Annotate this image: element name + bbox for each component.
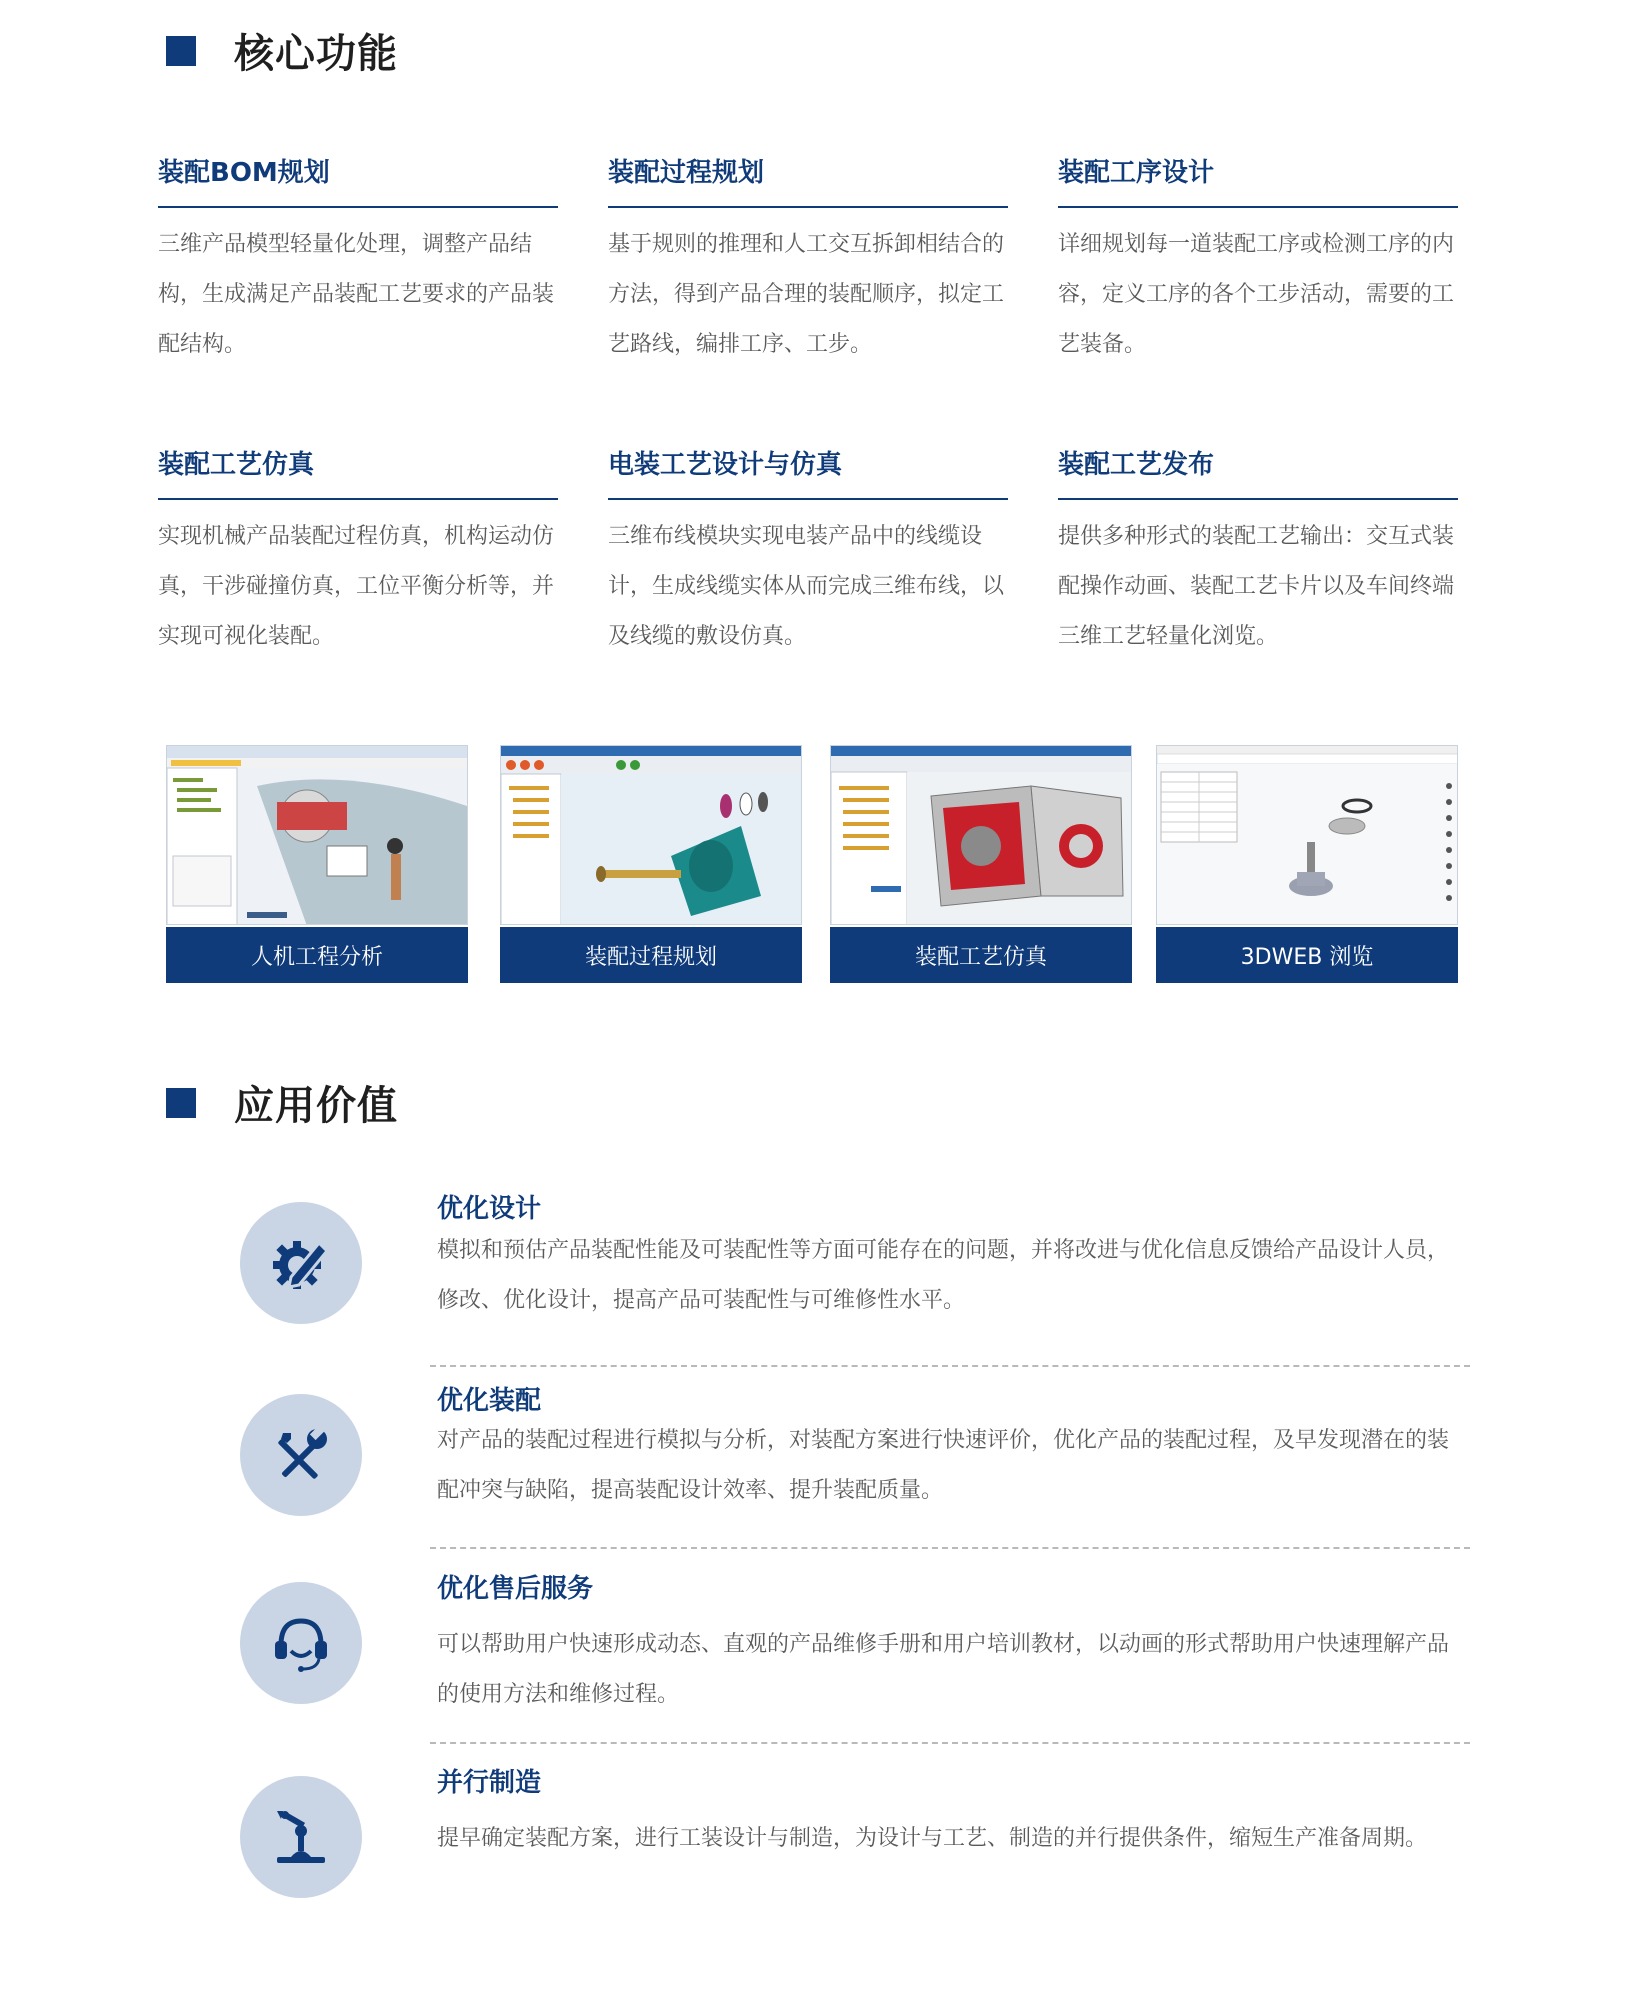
screenshot-card[interactable] [830,745,1132,983]
gear-pencil-icon [240,1202,362,1324]
feature-body: 详细规划每一道装配工序或检测工序的内容，定义工序的各个工步活动，需要的工艺装备。 [1058,232,1455,357]
value-item [240,1762,1480,1922]
feature-underline [158,206,558,208]
value-body: 可以帮助用户快速形成动态、直观的产品维修手册和用户培训教材，以动画的形式帮助用户快速理解产品的使用方法和维修过程。 [437,1632,1450,1707]
value-section-title: 应用价值 [234,1083,398,1129]
core-section-title: 核心功能 [234,31,398,77]
heading-square-marker [166,36,196,66]
value-section-heading [166,1074,398,1131]
screenshot-caption: 3DWEB 浏览 [1156,927,1458,983]
feature-title: 装配工艺仿真 [158,450,315,480]
screenshot-caption: 装配过程规划 [500,927,802,983]
robot-arm-icon [240,1776,362,1898]
screenshot-card[interactable] [166,745,468,983]
feature-title: 电装工艺设计与仿真 [608,450,843,480]
feature-underline [158,498,558,500]
value-body: 模拟和预估产品装配性能及可装配性等方面可能存在的问题，并将改进与优化信息反馈给产品设计人员，修改、优化设计，提高产品可装配性与可维修性水平。 [437,1238,1450,1313]
feature-title: 装配工艺发布 [1058,450,1215,480]
value-title: 优化售后服务 [437,1574,594,1604]
feature-card [1058,154,1458,370]
feature-underline [1058,206,1458,208]
feature-body: 三维产品模型轻量化处理，调整产品结构，生成满足产品装配工艺要求的产品装配结构。 [158,232,555,357]
value-item [240,1188,1480,1338]
value-item [240,1568,1480,1718]
feature-card [608,446,1008,662]
wrench-screwdriver-icon [240,1394,362,1516]
web3d-screenshot-image [1156,745,1458,925]
headset-icon [240,1582,362,1704]
dashed-divider [430,1742,1470,1744]
assembly-simulation-screenshot-image [830,745,1132,925]
feature-title: 装配BOM规划 [158,158,330,188]
feature-title: 装配工序设计 [1058,158,1215,188]
dashed-divider [430,1365,1470,1367]
value-item [240,1380,1480,1530]
feature-body: 基于规则的推理和人工交互拆卸相结合的方法，得到产品合理的装配顺序，拟定工艺路线，编排工序、工步。 [608,232,1005,357]
core-section-heading [166,22,398,79]
feature-body: 提供多种形式的装配工艺输出：交互式装配操作动画、装配工艺卡片以及车间终端三维工艺轻量化浏览。 [1058,524,1455,649]
feature-card [158,154,558,370]
assembly-planning-screenshot-image [500,745,802,925]
heading-square-marker [166,1088,196,1118]
feature-card [1058,446,1458,662]
dashed-divider [430,1547,1470,1549]
value-title: 优化装配 [437,1386,542,1416]
feature-underline [608,206,1008,208]
screenshot-card[interactable] [1156,745,1458,983]
feature-card [158,446,558,662]
value-title: 优化设计 [437,1194,542,1224]
feature-title: 装配过程规划 [608,158,765,188]
ergonomics-screenshot-image [166,745,468,925]
screenshot-caption: 装配工艺仿真 [830,927,1132,983]
feature-body: 三维布线模块实现电装产品中的线缆设计，生成线缆实体从而完成三维布线，以及线缆的敷设仿真。 [608,524,1005,649]
feature-underline [1058,498,1458,500]
feature-body: 实现机械产品装配过程仿真，机构运动仿真，干涉碰撞仿真，工位平衡分析等，并实现可视化装配。 [158,524,555,649]
value-title: 并行制造 [437,1768,542,1798]
screenshot-caption: 人机工程分析 [166,927,468,983]
value-body: 对产品的装配过程进行模拟与分析，对装配方案进行快速评价，优化产品的装配过程，及早发现潜在的装配冲突与缺陷，提高装配设计效率、提升装配质量。 [437,1428,1450,1503]
screenshot-card[interactable] [500,745,802,983]
value-body: 提早确定装配方案，进行工装设计与制造，为设计与工艺、制造的并行提供条件，缩短生产准备周期。 [437,1826,1428,1851]
feature-card [608,154,1008,370]
feature-underline [608,498,1008,500]
